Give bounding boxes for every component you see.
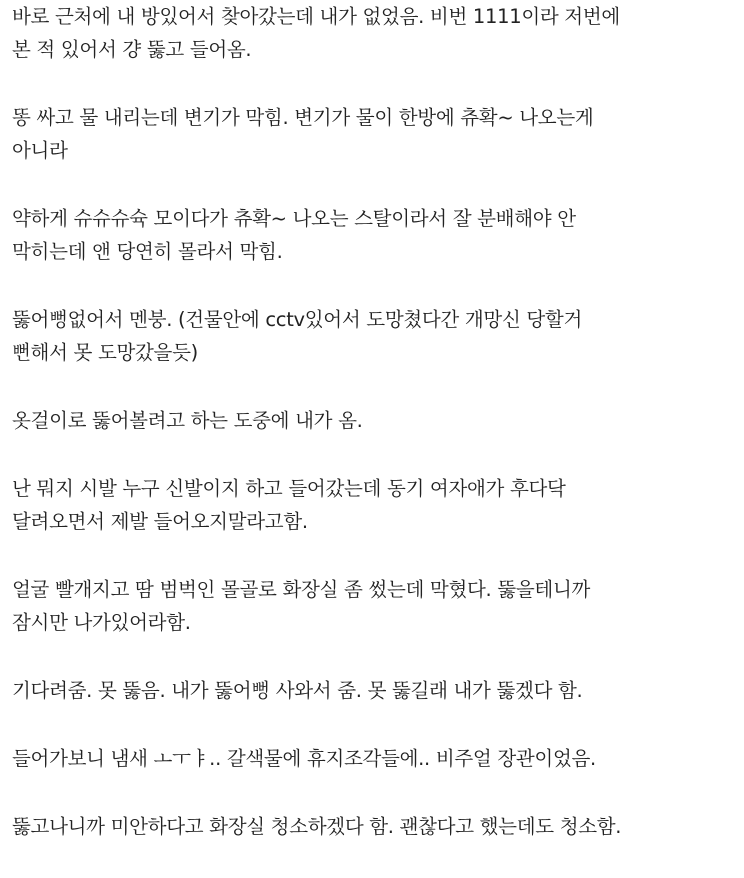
paragraph xyxy=(12,101,738,167)
text-line: 난 뭐지 시발 누구 신발이지 하고 들어갔는데 동기 여자애가 후다닥 xyxy=(12,477,566,500)
text-line: 본 적 있어서 걍 뚫고 들어옴. xyxy=(12,38,252,61)
paragraph xyxy=(12,0,738,66)
post-body xyxy=(12,0,738,878)
text-line: 뚫어뻥없어서 멘붕. (건물안에 cctv있어서 도망쳤다간 개망신 당할거 xyxy=(12,308,582,331)
paragraph xyxy=(12,303,738,369)
text-line: 아니라 xyxy=(12,139,68,162)
text-line: 기다려줌. 못 뚫음. 내가 뚫어뻥 사와서 줌. 못 뚫길래 내가 뚫겠다 함. xyxy=(12,679,583,702)
text-line: 똥 싸고 물 내리는데 변기가 막힘. 변기가 물이 한방에 츄확~ 나오는게 xyxy=(12,106,594,129)
text-line: 뚫고나니까 미안하다고 화장실 청소하겠다 함. 괜찮다고 했는데도 청소함. xyxy=(12,815,622,838)
paragraph xyxy=(12,404,738,437)
text-line: 잠시만 나가있어라함. xyxy=(12,611,191,634)
text-line: 약하게 슈슈슈슉 모이다가 츄확~ 나오는 스탈이라서 잘 분배해야 안 xyxy=(12,207,576,230)
paragraph xyxy=(12,810,738,843)
text-line: 막히는데 앤 당연히 몰라서 막힘. xyxy=(12,240,283,263)
paragraph xyxy=(12,202,738,268)
paragraph xyxy=(12,674,738,707)
text-line: 들어가보니 냄새 ㅗㅜㅑ.. 갈색물에 휴지조각들에.. 비주얼 장관이었음. xyxy=(12,747,596,770)
paragraph xyxy=(12,573,738,639)
text-line: 달려오면서 제발 들어오지말라고함. xyxy=(12,510,308,533)
text-line: 옷걸이로 뚫어볼려고 하는 도중에 내가 옴. xyxy=(12,409,363,432)
paragraph xyxy=(12,472,738,538)
text-line: 바로 근처에 내 방있어서 찾아갔는데 내가 없었음. 비번 1111이라 저번에 xyxy=(12,5,620,28)
text-line: 얼굴 빨개지고 땀 범벅인 몰골로 화장실 좀 썼는데 막혔다. 뚫을테니까 xyxy=(12,578,591,601)
paragraph xyxy=(12,742,738,775)
text-line: 뻔해서 못 도망갔을듯) xyxy=(12,341,198,364)
